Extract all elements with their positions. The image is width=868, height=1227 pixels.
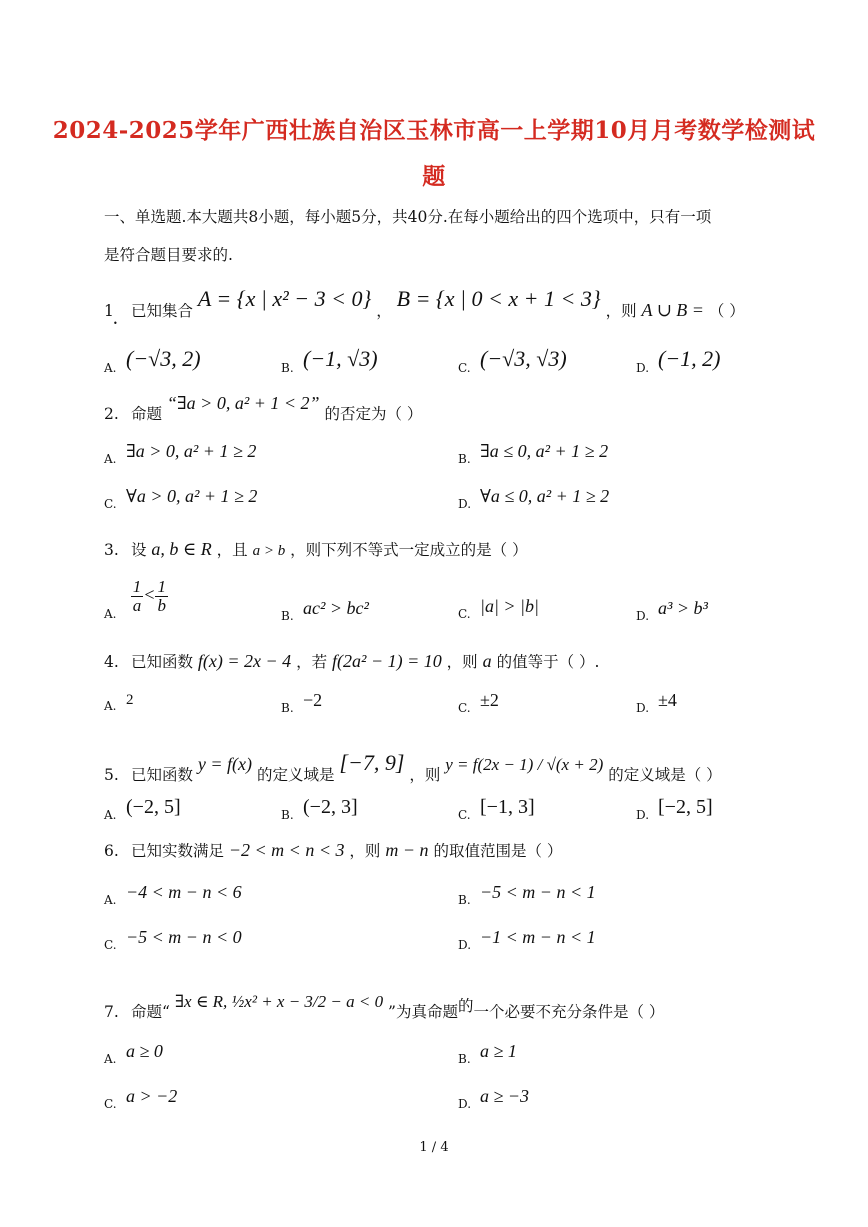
question-text: ，则下列不等式一定成立的是（ ） xyxy=(290,541,528,559)
option-label: C. xyxy=(458,607,471,621)
question-2 xyxy=(104,393,423,424)
q3-option-c xyxy=(458,596,539,621)
option-value: (−2, 3] xyxy=(303,796,358,818)
question-text: ，若 xyxy=(296,653,328,671)
q1-option-d xyxy=(636,346,721,375)
q5-option-a xyxy=(104,796,181,822)
q5-option-d xyxy=(636,796,713,822)
option-label: D. xyxy=(636,701,650,715)
difference-expression: m − n xyxy=(385,840,429,860)
option-value: −5 < m − n < 1 xyxy=(480,882,596,902)
question-text: 的 xyxy=(457,997,474,1015)
option-value: a > −2 xyxy=(126,1086,178,1106)
option-label: A. xyxy=(104,452,117,466)
option-value: (−2, 5] xyxy=(126,796,181,818)
option-label: D. xyxy=(458,938,472,952)
question-text: 已知集合 xyxy=(130,302,193,320)
option-label: B. xyxy=(458,893,471,907)
q6-option-c xyxy=(104,927,242,952)
variable-a: a xyxy=(482,651,492,671)
q4-option-c xyxy=(458,690,499,715)
question-number: 6. xyxy=(104,842,119,860)
option-label: D. xyxy=(636,361,650,375)
q7-option-d xyxy=(458,1086,530,1111)
section-intro-line1: 一、单选题.本大题共8小题，每小题5分，共40分.在每小题给出的四个选项中，只有一项 xyxy=(104,208,712,226)
question-number: 4. xyxy=(104,653,119,671)
question-text: ， xyxy=(376,302,392,320)
option-label: C. xyxy=(458,808,471,822)
option-value: 2 xyxy=(126,692,134,708)
option-label: B. xyxy=(458,452,471,466)
question-number: 1 xyxy=(104,302,114,320)
option-label: A. xyxy=(104,699,117,713)
question-text: 的否定为（ ） xyxy=(324,405,423,423)
option-value: a ≥ 0 xyxy=(126,1041,163,1061)
question-1 xyxy=(104,286,745,322)
composite-function-expression: y = f(2x − 1) / √(x + 2) xyxy=(445,755,604,774)
option-label: A. xyxy=(104,1052,117,1066)
function-expression: y = f(x) xyxy=(197,754,253,774)
option-value: ∃a > 0, a² + 1 ≥ 2 xyxy=(126,441,257,461)
question-4 xyxy=(104,650,599,672)
question-3 xyxy=(104,538,528,560)
q3-option-d xyxy=(636,598,708,623)
q5-option-b xyxy=(281,796,358,822)
q2-option-d xyxy=(458,486,610,511)
option-label: D. xyxy=(636,609,650,623)
q4-option-d xyxy=(636,690,677,715)
option-label: B. xyxy=(281,808,294,822)
condition-expression: a, b ∈ R xyxy=(151,539,212,559)
option-value: a³ > b³ xyxy=(658,598,708,618)
question-text: 的值等于（ ）. xyxy=(496,653,600,671)
question-text: ”为真命题 xyxy=(388,1003,458,1021)
question-text: ，则 xyxy=(349,842,381,860)
union-expression: A ∪ B = xyxy=(641,300,704,320)
q4-option-b xyxy=(281,690,323,715)
option-label: A. xyxy=(104,893,117,907)
question-number: 5. xyxy=(104,766,119,784)
question-number: 7. xyxy=(104,1003,119,1021)
question-text: 的取值范围是（ ） xyxy=(433,842,563,860)
proposition-expression: “∃a > 0, a² + 1 < 2” xyxy=(166,393,320,413)
question-text: 命题 xyxy=(130,405,162,423)
option-label: C. xyxy=(458,701,471,715)
option-value: ∀a ≤ 0, a² + 1 ≥ 2 xyxy=(480,486,610,506)
q3-option-a: A. $\frac{1}{a}$ < $\frac{1}{b}$ xyxy=(104,577,166,622)
q6-option-a xyxy=(104,882,242,907)
set-a-expression: A = {x | x² − 3 < 0} xyxy=(197,286,372,311)
document-title-line1: 2024-2025学年广西壮族自治区玉林市高一上学期10月月考数学检测试 xyxy=(52,117,816,144)
option-value: a ≥ −3 xyxy=(480,1086,530,1106)
fraction-one-over-a: $\frac{1}{a}$ xyxy=(132,577,142,615)
question-text: ，且 xyxy=(216,541,248,559)
question-text: 一个必要不充分条件是（ ） xyxy=(473,1003,665,1021)
option-value: [−2, 5] xyxy=(658,796,713,818)
option-label: C. xyxy=(104,1097,117,1111)
question-text: ，则 xyxy=(605,302,637,320)
option-value: ∀a > 0, a² + 1 ≥ 2 xyxy=(126,486,258,506)
q1-option-c xyxy=(458,346,567,375)
option-value: (−√3, √3) xyxy=(480,346,567,371)
question-text: 的定义域是 xyxy=(256,766,335,784)
option-value: ±2 xyxy=(480,690,499,710)
option-label: B. xyxy=(281,609,294,623)
q3-option-b xyxy=(281,598,369,623)
q1-option-a xyxy=(104,346,201,375)
page-number: 1 / 4 xyxy=(419,1140,449,1155)
option-value: ac² > bc² xyxy=(303,598,369,618)
question-number: 3. xyxy=(104,541,119,559)
question-text: （ ） xyxy=(708,302,745,320)
option-label: B. xyxy=(458,1052,471,1066)
function-value-expression: f(2a² − 1) = 10 xyxy=(332,651,442,671)
option-value: −4 < m − n < 6 xyxy=(126,882,242,902)
option-value: a ≥ 1 xyxy=(480,1041,517,1061)
document-title-line2: 题 xyxy=(422,163,446,190)
option-value: (−1, √3) xyxy=(303,346,378,371)
q4-option-a xyxy=(104,690,134,713)
option-label: A. xyxy=(104,361,117,375)
q6-option-d xyxy=(458,927,596,952)
question-text: 已知函数 xyxy=(130,653,193,671)
q6-option-b xyxy=(458,882,596,907)
option-value: (−√3, 2) xyxy=(126,346,201,371)
option-label: C. xyxy=(104,938,117,952)
option-label: C. xyxy=(458,361,471,375)
question-5 xyxy=(104,750,722,786)
q5-option-c xyxy=(458,796,535,822)
option-label: A. xyxy=(104,607,117,622)
option-label: D. xyxy=(636,808,650,822)
set-b-expression: B = {x | 0 < x + 1 < 3} xyxy=(396,286,601,311)
q2-option-c xyxy=(104,486,258,511)
domain-interval: [−7, 9] xyxy=(339,750,405,775)
fraction-one-over-b: $\frac{1}{b}$ xyxy=(157,577,166,615)
proposition-expression: ∃x ∈ R, ½x² + x − 3/2 − a < 0 xyxy=(174,992,384,1011)
option-label: B. xyxy=(281,701,294,715)
option-value: [−1, 3] xyxy=(480,796,535,818)
option-value: |a| > |b| xyxy=(480,596,539,616)
question-text: 已知实数满足 xyxy=(130,842,224,860)
option-value: ∃a ≤ 0, a² + 1 ≥ 2 xyxy=(480,441,609,461)
q1-option-b xyxy=(281,346,378,375)
question-text: 命题“ xyxy=(130,1003,170,1021)
q7-option-c xyxy=(104,1086,178,1111)
section-intro-line2: 是符合题目要求的. xyxy=(104,246,233,264)
question-number: 2. xyxy=(104,405,119,423)
q2-option-b xyxy=(458,441,609,466)
question-6 xyxy=(104,839,562,861)
option-label: C. xyxy=(104,497,117,511)
option-value: ±4 xyxy=(658,690,677,710)
option-label: D. xyxy=(458,1097,472,1111)
option-value: −1 < m − n < 1 xyxy=(480,927,596,947)
option-value: −2 xyxy=(303,690,323,710)
question-text: ，则 xyxy=(446,653,478,671)
option-label: A. xyxy=(104,808,117,822)
question-text: ，则 xyxy=(409,766,441,784)
question-text: 已知函数 xyxy=(130,766,193,784)
option-label: D. xyxy=(458,497,472,511)
q7-option-b xyxy=(458,1041,517,1066)
q2-option-a xyxy=(104,441,257,466)
question-text: 设 xyxy=(130,541,147,559)
condition-expression: a > b xyxy=(252,543,286,559)
option-label: B. xyxy=(281,361,294,375)
option-value: (−1, 2) xyxy=(658,346,721,371)
dot-mark: • xyxy=(113,319,118,328)
function-expression: f(x) = 2x − 4 xyxy=(197,651,292,671)
question-text: 的定义域是（ ） xyxy=(608,766,722,784)
option-value: −5 < m − n < 0 xyxy=(126,927,242,947)
inequality-expression: −2 < m < n < 3 xyxy=(228,840,345,860)
q7-option-a xyxy=(104,1041,163,1066)
question-7 xyxy=(104,992,665,1022)
